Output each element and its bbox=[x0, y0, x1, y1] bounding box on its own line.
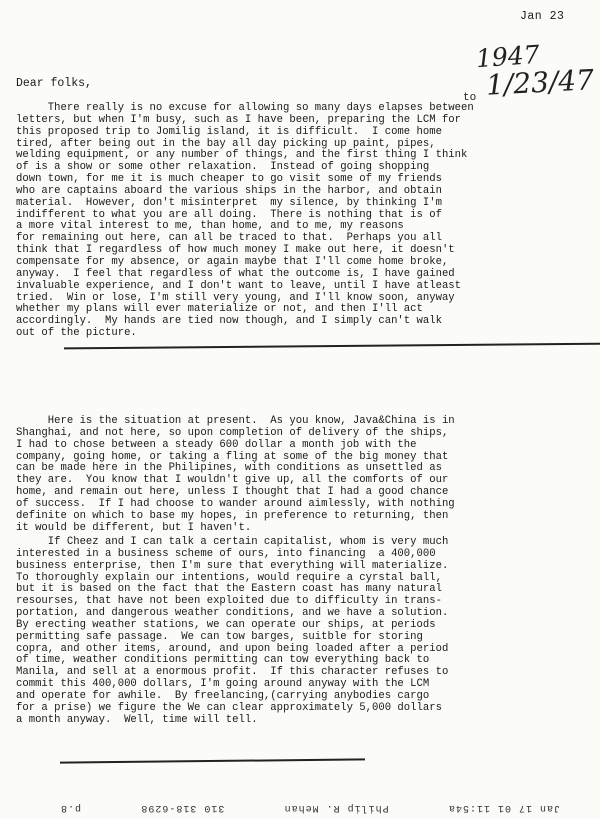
fax-phone: 310 318-6298 bbox=[140, 802, 225, 813]
letter-paragraph-2: Here is the situation at present. As you know, Java&China is in Shanghai, and not here, so upon completion of delivery of the ships, I had to chose between a steady 600 dollar a month job with the company, going home, or taking a fling at some of the big money that can be made here in the Philipines, with conditions as unsettled as they are. You know that I wouldn't give up, all the comforts of our home, and remain out here, unless I thought that I had a good chance of success. If I had choose to wander around aimlessly, with nothing definite on which to base my hopes, in preference to returning, then it would be different, but I haven't. bbox=[16, 415, 455, 534]
fax-date-time: Jan 17 01 11:54a bbox=[447, 802, 560, 813]
fax-page: p.8 bbox=[60, 802, 82, 813]
fax-sender: Philip R. Mehan bbox=[283, 802, 389, 813]
letter-paragraph-3: If Cheez and I can talk a certain capitalist, whom is very much interested in a business scheme of ours, into financing a 400,000 business enterprise, then I'm sure that everything will materialize. To thoroughly explain our intentions, would require a cyrstal ball, but it is based on the fact that the Eastern coast has many natural resourses, that have not been exploited due to difficulty in trans- portation, and dangerous weather conditions, and we have a solution. By erecting weather stations, we can operate our ships, at periods permitting safe passage. We can tow barges, suitble for storing copra, and other items, around, and upon being loaded after a period of time, weather conditions permitting can tow everything back to Manila, and sell at a enormous profit. If this character refuses to commit this 400,000 dollars, I'm going around anyway with the LCM and operate for awhile. By freelancing,(carrying anybodies cargo for a prise) we figure the We can clear approximately 5,000 dollars a month anyway. Well, time will tell. bbox=[16, 536, 449, 726]
fax-header-upside-down bbox=[60, 802, 560, 813]
salutation: Dear folks, bbox=[16, 77, 92, 90]
strikethrough-line bbox=[64, 343, 600, 349]
handwritten-to: to bbox=[463, 92, 477, 104]
handwritten-year: 1947 bbox=[475, 39, 541, 74]
typed-date: Jan 23 bbox=[520, 10, 565, 23]
handwritten-date: 1/23/47 bbox=[485, 63, 595, 102]
strikethrough-line-2 bbox=[60, 758, 365, 763]
letter-paragraph-1: There really is no excuse for allowing so many days elapses between letters, but when I'm busy, such as I have been, preparing the LCM for this proposed trip to Jomilig island, it is difficult. I come home tired, after being out in the bay all day picking up paint, pipes, welding equipment, or any number of things, and the first thing I think of is a show or some other relaxation. Instead of going shopping down town, for me it is much cheaper to go visit some of my friends who are captains aboard the various ships in the harbor, and obtain material. However, don't misinterpret my silence, by thinking I'm indifferent to what you are all doing. There is nothing that is of a more vital interest to me, than home, and to me, my reasons for remaining out here, can all be traced to that. Perhaps you all think that I regardless of how much money I make out here, it doesn't compensate for my absence, or again maybe that I'll come home broke, anyway. I feel that regardless of what the outcome is, I have gained invaluable experience, and I don't want to leave, until I have atleast tried. Win or lose, I'm still very young, and I'll know soon, anyway whether my plans will ever materialize or not, and then I'll act accordingly. My hands are tied now though, and I simply can't walk out of the picture. bbox=[16, 102, 474, 340]
